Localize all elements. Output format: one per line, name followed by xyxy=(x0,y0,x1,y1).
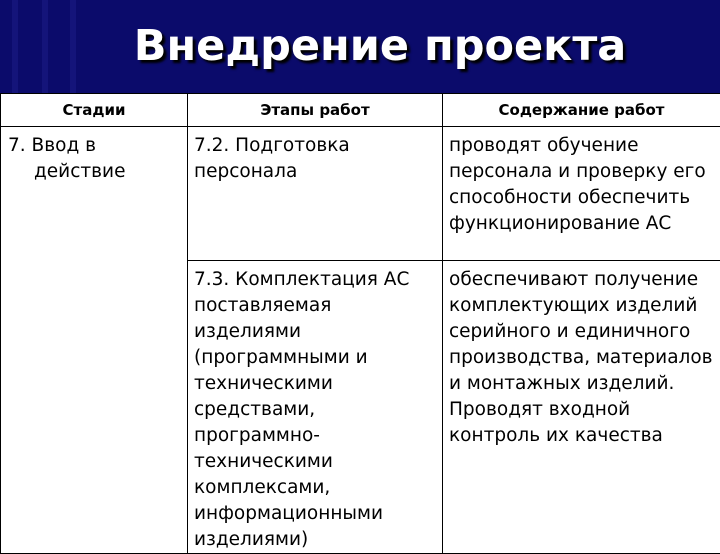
step-text: 7.2. Подготовка персонала xyxy=(188,127,442,185)
table-row xyxy=(1,127,720,261)
content-cell xyxy=(443,261,720,554)
header-content: Содержание работ xyxy=(443,94,720,127)
slide-title: Внедрение проекта xyxy=(0,0,720,93)
header-stages: Стадии xyxy=(1,94,188,127)
header-steps: Этапы работ xyxy=(188,94,443,127)
table-header-row xyxy=(1,94,720,127)
content-text: обеспечивают получение комплектующих изделий серийного и единичного производства, материалов и монтажных изделий. Проводят входной контроль их качества xyxy=(443,261,720,449)
step-text: 7.3. Комплектация АС поставляемая изделиями (программными и техническими средствами, программно-техничeскими комплексами, информационными изделиями) xyxy=(188,261,442,553)
step-cell xyxy=(188,261,443,554)
title-bar xyxy=(0,0,720,93)
stages-table xyxy=(0,93,720,554)
stage-cell xyxy=(1,127,188,554)
step-cell xyxy=(188,127,443,261)
content-cell xyxy=(443,127,720,261)
stage-text: 7. Ввод в действие xyxy=(1,127,187,185)
content-text: проводят обучение персонала и проверку его способности обеспечить функционирование АС xyxy=(443,127,720,237)
